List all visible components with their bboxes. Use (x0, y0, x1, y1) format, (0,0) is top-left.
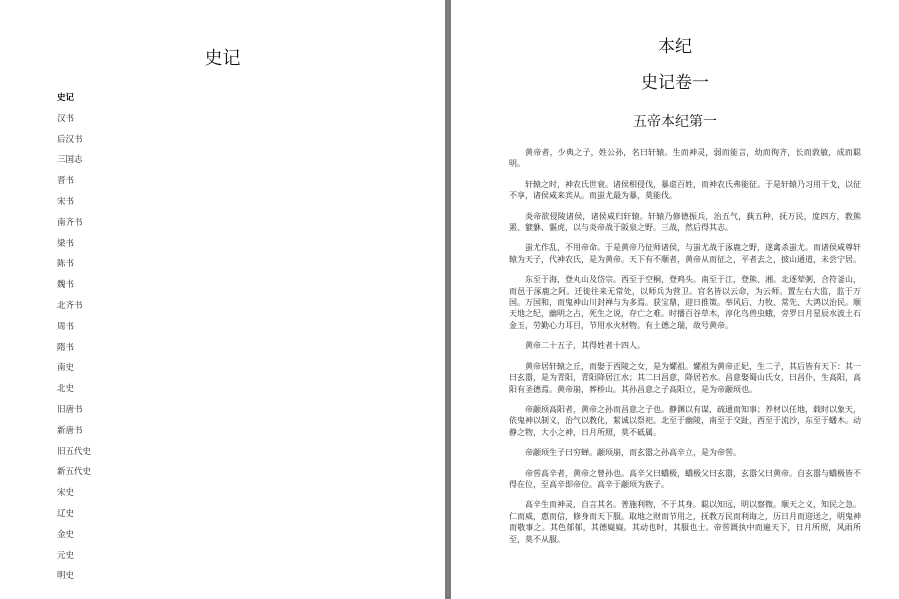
paragraph: 炎帝欲侵陵诸侯，诸侯咸归轩辕。轩辕乃修德振兵，治五气，蓺五种，抚万民，度四方，教熊罴、貔貅、貙虎，以与炎帝战于阪泉之野。三战，然后得其志。 (509, 211, 861, 233)
paragraph: 帝喾高辛者，黄帝之曾孙也。高辛父曰蟜极，蟜极父曰玄嚣，玄嚣父曰黄帝。自玄嚣与蟜极皆不得在位，至高辛即帝位。高辛于颛顼为族子。 (509, 468, 861, 489)
toc-item[interactable]: 宋书 (57, 196, 75, 207)
toc-item[interactable]: 南史 (57, 363, 75, 374)
toc-item[interactable]: 陈书 (57, 259, 75, 270)
paragraph: 轩辕之时，神农氏世衰。诸侯相侵伐，暴虐百姓，而神农氏弗能征。于是轩辕乃习用干戈，以征不享，诸侯咸来宾从。而蚩尤最为暴，莫能伐。 (509, 179, 861, 201)
paragraph: 东至于海，登丸山及岱宗。西至于空桐，登鸡头。南至于江，登熊、湘。北逐荤粥，合符釜山，而邑于涿鹿之阿。迁徙往来无常处，以师兵为营卫。官名皆以云命，为云师。置左右大监，监于万国。万国和，而鬼神山川封禅与为多焉。获宝鼎，迎日推策。举风后、力牧、常先、大鸿以治民。顺天地之纪，幽明之占，死生之说，存亡之难。时播百谷草木，淳化鸟兽虫蛾，旁罗日月星辰水波土石金玉，劳勤心力耳目，节用水火材物。有土德之瑞，故号黄帝。 (509, 275, 861, 330)
toc-item[interactable]: 新五代史 (57, 467, 92, 478)
toc-item[interactable]: 金史 (57, 529, 75, 540)
toc-sidebar (0, 0, 445, 599)
toc-list (57, 92, 91, 591)
toc-item[interactable]: 元史 (57, 550, 75, 561)
toc-item[interactable]: 北史 (57, 384, 75, 395)
chapter-body (509, 147, 861, 554)
toc-item[interactable]: 明史 (57, 571, 75, 582)
toc-item[interactable]: 后汉书 (57, 134, 83, 145)
reading-pane (451, 0, 899, 599)
toc-item[interactable]: 三国志 (57, 155, 83, 166)
paragraph: 黄帝者，少典之子，姓公孙，名曰轩辕。生而神灵，弱而能言，幼而徇齐，长而敦敏，成而聪明。 (509, 148, 861, 169)
paragraph: 高辛生而神灵，自言其名。普施利物，不于其身。聪以知远，明以察微。顺天之义，知民之急。仁而威，惠而信，修身而天下服。取地之财而节用之，抚教万民而利诲之，历日月而迎送之，明鬼神而敬事之。其色郁郁，其德嶷嶷。其动也时，其服也士。帝喾溉执中而遍天下，日月所照，风雨所至，莫不从服。 (509, 500, 861, 544)
toc-item[interactable]: 北齐书 (57, 300, 83, 311)
toc-item[interactable]: 旧唐书 (57, 404, 83, 415)
toc-item[interactable]: 新唐书 (57, 425, 83, 436)
toc-item[interactable]: 辽史 (57, 508, 75, 519)
toc-item[interactable]: 宋史 (57, 488, 75, 499)
volume-title: 史记卷一 (641, 73, 709, 93)
toc-item[interactable]: 南齐书 (57, 217, 83, 228)
paragraph: 帝颛顼高阳者，黄帝之孙而昌意之子也。静渊以有谋，疏通而知事；养材以任地，载时以象天，依鬼神以制义，治气以教化，絜诚以祭祀。北至于幽陵，南至于交趾，西至于流沙，东至于蟠木。动静之物，大小之神，日月所照，莫不砥属。 (509, 404, 861, 437)
toc-item[interactable]: 史记 (57, 93, 75, 103)
toc-item[interactable]: 旧五代史 (57, 446, 92, 457)
toc-item[interactable]: 周书 (57, 321, 75, 332)
toc-item[interactable]: 魏书 (57, 280, 75, 291)
toc-item[interactable]: 隋书 (57, 342, 75, 353)
chapter-title: 五帝本纪第一 (633, 114, 717, 130)
toc-item[interactable]: 晋书 (57, 176, 75, 187)
paragraph: 蚩尤作乱，不用帝命。于是黄帝乃征师诸侯，与蚩尤战于涿鹿之野，遂禽杀蚩尤。而诸侯咸尊轩辕为天子，代神农氏，是为黄帝。天下有不顺者，黄帝从而征之，平者去之，披山通道，未尝宁居。 (509, 243, 861, 264)
paragraph: 黄帝二十五子，其得姓者十四人。 (525, 341, 645, 351)
toc-item[interactable]: 汉书 (57, 113, 75, 124)
toc-item[interactable]: 梁书 (57, 238, 75, 249)
part-title: 本纪 (658, 37, 692, 57)
paragraph: 黄帝居轩辕之丘，而娶于西陵之女，是为嫘祖。嫘祖为黄帝正妃，生二子，其后皆有天下：其一曰玄嚣，是为青阳，青阳降居江水；其二曰昌意，降居若水。昌意娶蜀山氏女，曰昌仆，生高阳，高阳有圣德焉。黄帝崩，葬桥山。其孙昌意之子高阳立，是为帝颛顼也。 (509, 361, 861, 394)
toc-title: 史记 (204, 48, 241, 69)
paragraph: 帝颛顼生子曰穷蝉。颛顼崩，而玄嚣之孙高辛立，是为帝喾。 (525, 448, 741, 458)
